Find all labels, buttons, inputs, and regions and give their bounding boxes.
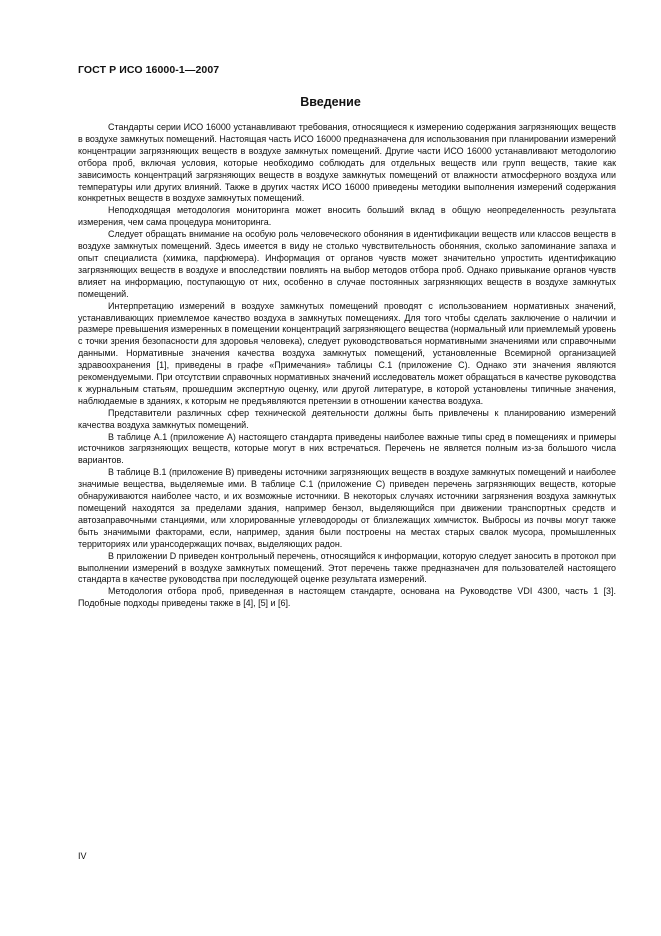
standard-id-header: ГОСТ Р ИСО 16000-1—2007: [78, 64, 220, 76]
paragraph: Неподходящая методология мониторинга может вносить больший вклад в общую неопределенность результата измерения, чем сама процедура мониторинга.: [78, 205, 616, 228]
paragraph: Интерпретацию измерений в воздухе замкнутых помещений проводят с использованием нормативных значений, устанавливающих приемлемое качество воздуха в замкнутых помещениях. Для того чтобы сделать заключение о наличии и размере превышения измеренных в помещении концентраций загрязняющего вещества (нормальный или приемлемый уровень с точки зрения безопасности для здоровья человека), следует руководствоваться нормативными значениями или справочными данными. Нормативные значения качества воздуха замкнутых помещений, установленные Всемирной организацией здравоохранения [1], приведены в графе «Примечания» таблицы С.1 (приложение С). Однако эти значения являются рекомендуемыми. При отсутствии справочных нормативных значений исследователь может обращаться в качестве руководства к журнальным статьям, прошедшим экспертную оценку, или другой литературе, в которой установлены типичные значения, наблюдаемые в зданиях, к которым не предъявляются претензии в отношении качества воздуха.: [78, 300, 616, 406]
paragraph: Следует обращать внимание на особую роль человеческого обоняния в идентификации веществ или классов веществ в воздухе замкнутых помещений. Здесь имеется в виду не столько чувствительность обоняния, сколько запоминание запаха и опыт специалиста (химика, парфюмера). Информация от органов чувств может значительно упростить идентификацию загрязняющих веществ в воздухе и впоследствии повлиять на выбор методов отбора проб. Однако привыкание органов чувств влияет на информацию, поступающую от них, особенно в случае постоянных загрязняющих веществ в воздухе замкнутых помещений.: [78, 229, 616, 299]
page-number: IV: [78, 851, 87, 861]
paragraph: Представители различных сфер технической деятельности должны быть привлечены к планированию измерений качества воздуха замкнутых помещений.: [78, 407, 616, 430]
paragraph: Методология отбора проб, приведенная в настоящем стандарте, основана на Руководстве VDI 4300, часть 1 [3]. Подобные подходы приведены также в [4], [5] и [6].: [78, 586, 616, 609]
paragraph: В приложении D приведен контрольный перечень, относящийся к информации, которую следует заносить в протокол при выполнении измерений в воздухе замкнутых помещений. Этот перечень также предназначен для пользователей настоящего стандарта в качестве руководства при последующей оценке результата измерений.: [78, 550, 616, 585]
paragraph: В таблице В.1 (приложение В) приведены источники загрязняющих веществ в воздухе замкнутых помещений и наиболее значимые вещества, выделяемые ими. В таблице С.1 (приложение С) приведен перечень загрязняющих веществ, которые обнаруживаются наиболее часто, и их возможные источники. В некоторых случаях источники загрязнения воздуха замкнутых помещений находятся за пределами здания, например бензол, выделяющийся при движении транспортных средств и автозаправочными станциями, или хлорированные углеводороды от близлежащих химчисток. Выбросы из почвы могут также быть значимыми факторами, если, например, здания были построены на местах старых свалок мусора, промышленных территориях или урансодержащих почвах, выделяющих радон.: [78, 467, 616, 549]
paragraph: В таблице А.1 (приложение А) настоящего стандарта приведены наиболее важные типы сред в помещениях и примеры источников загрязняющих веществ, которые могут в них встречаться. Перечень не является полным из-за большого числа вариантов.: [78, 431, 616, 466]
section-title: Введение: [300, 95, 361, 109]
paragraph: Стандарты серии ИСО 16000 устанавливают требования, относящиеся к измерению содержания загрязняющих веществ в воздухе замкнутых помещений. Настоящая часть ИСО 16000 предназначена для использования при планировании измерений концентрации загрязняющих веществ в воздухе замкнутых помещений. Другие части ИСО 16000 устанавливают методологию отбора проб, включая условия, которые необходимо соблюдать для отдельных веществ или групп веществ, такие как зависимость концентраций загрязняющих веществ в воздухе замкнутых помещений от влажности атмосферного воздуха или температуры или других влияний. Также в других частях ИСО 16000 приведены методики выполнения измерений содержания конкретных веществ в воздухе замкнутых помещений.: [78, 122, 616, 204]
body-text: [78, 122, 616, 610]
